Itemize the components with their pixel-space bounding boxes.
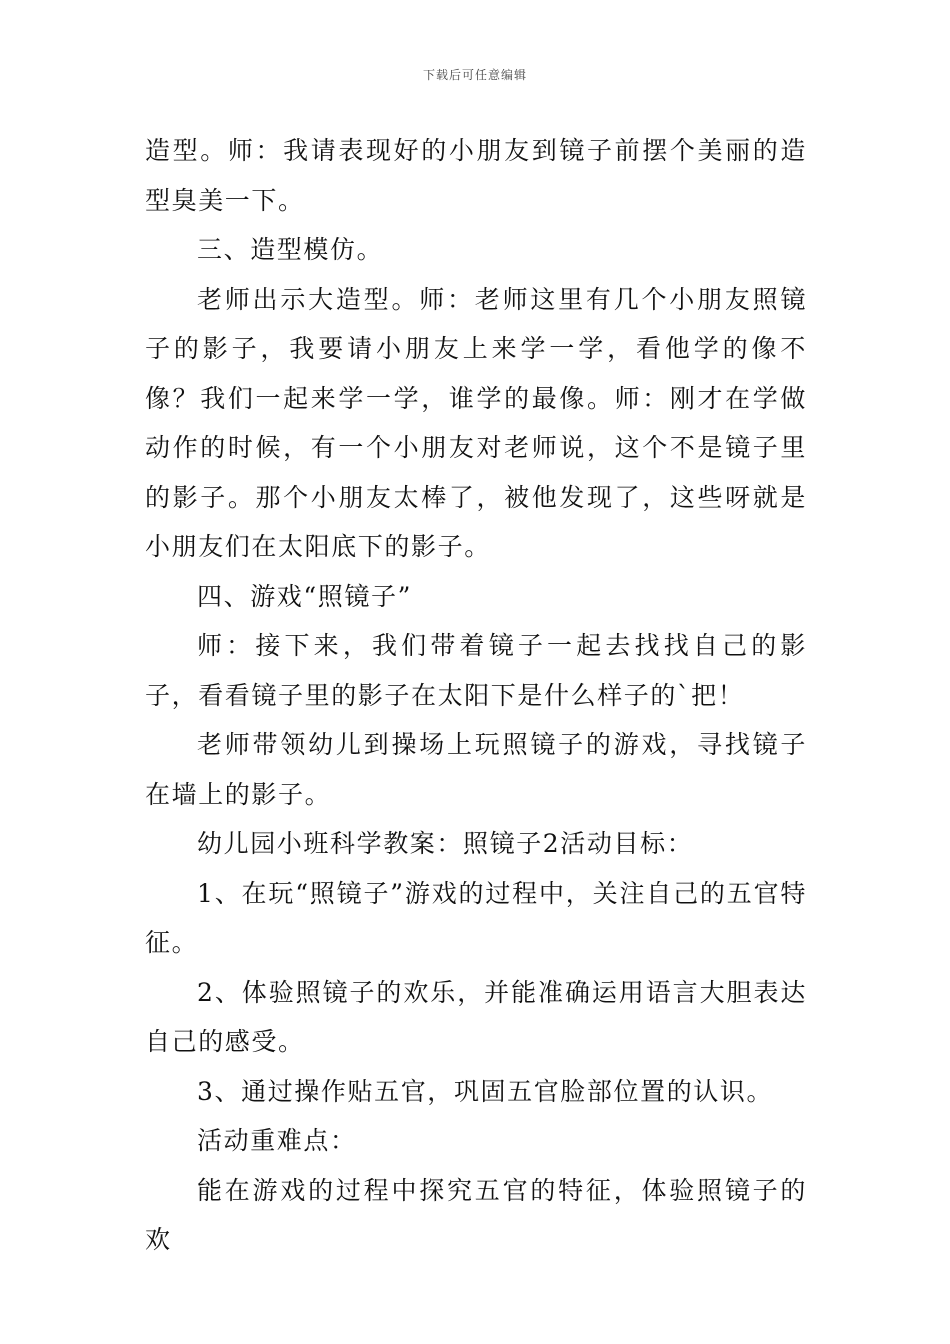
paragraph-4: 四、游戏“照镜子” xyxy=(197,581,412,611)
paragraph-5: 师：接下来，我们带着镜子一起去找找自己的影子，看看镜子里的影子在太阳下是什么样子的`把！ xyxy=(145,631,807,710)
paragraph-12: 能在游戏的过程中探究五官的特征，体验照镜子的欢 xyxy=(145,1175,807,1254)
paragraph-8: 1、在玩“照镜子”游戏的过程中，关注自己的五官特征。 xyxy=(145,878,807,957)
paragraph-10: 3、通过操作贴五官，巩固五官脸部位置的认识。 xyxy=(197,1076,774,1106)
paragraph-11: 活动重难点： xyxy=(197,1126,357,1155)
paragraph-9: 2、体验照镜子的欢乐，并能准确运用语言大胆表达自己的感受。 xyxy=(145,977,807,1056)
document-body xyxy=(145,126,807,1265)
paragraph-7: 幼儿园小班科学教案：照镜子2活动目标： xyxy=(197,829,694,858)
page-header: 下载后可任意编辑 xyxy=(422,68,527,82)
paragraph-1: 造型。师：我请表现好的小朋友到镜子前摆个美丽的造型臭美一下。 xyxy=(145,136,807,215)
paragraph-6: 老师带领幼儿到操场上玩照镜子的游戏，寻找镜子在墙上的影子。 xyxy=(145,730,807,809)
paragraph-2: 三、造型模仿。 xyxy=(197,235,384,264)
paragraph-3: 老师出示大造型。师：老师这里有几个小朋友照镜子的影子，我要请小朋友上来学一学，看他学的像不像？我们一起来学一学，谁学的最像。师：刚才在学做动作的时候，有一个小朋友对老师说，这个不是镜子里的影子。那个小朋友太棒了，被他发现了，这些呀就是小朋友们在太阳底下的影子。 xyxy=(145,284,807,561)
